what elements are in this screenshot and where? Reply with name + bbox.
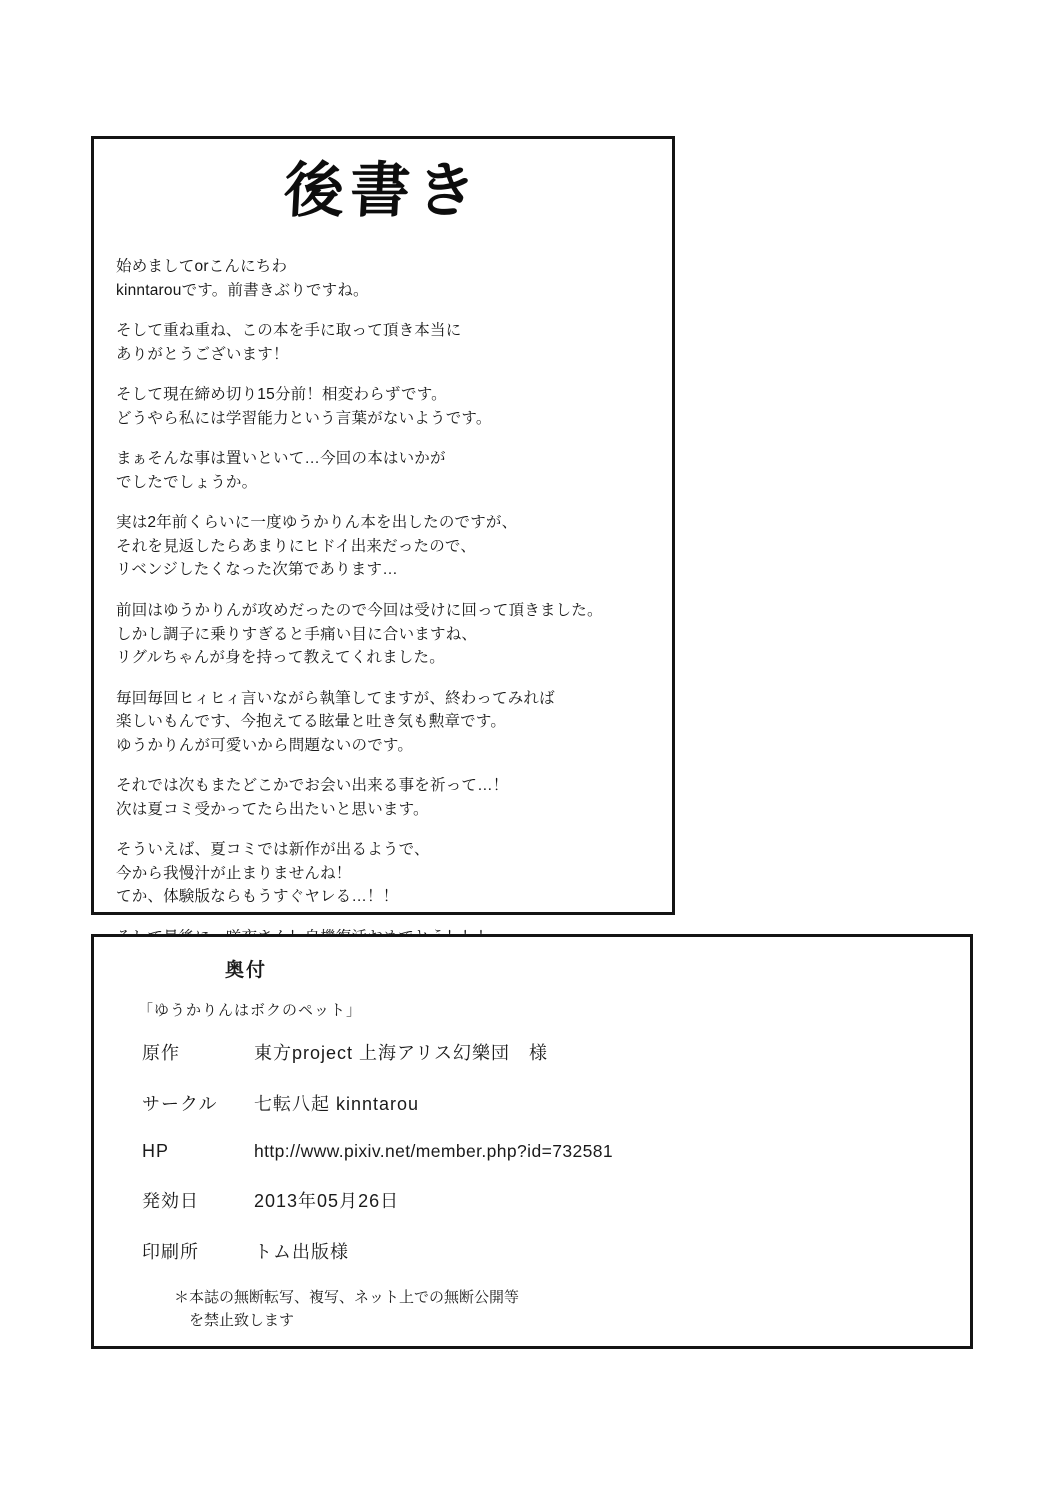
colophon-value-url[interactable]: http://www.pixiv.net/member.php?id=732581 [254,1141,613,1161]
afterword-line: てか、体験版ならもうすぐヤレる…！！ [116,888,399,906]
copyright-notice-line: を禁止致します [174,1311,295,1329]
afterword-line: それでは次もまたどこかでお会い出来る事を祈って…！ [116,777,509,795]
afterword-line: 前回はゆうかりんが攻めだったので今回は受けに回って頂きました。 [116,602,603,620]
colophon-panel [91,934,973,1349]
afterword-paragraph [116,687,656,758]
afterword-panel [91,136,675,915]
afterword-line: しかし調子に乗りすぎると手痛い目に合いますね、 [116,625,478,643]
colophon-value: 七転八起 kinntarou [254,1094,420,1114]
colophon-rows [142,1039,942,1289]
afterword-paragraph [116,319,656,366]
afterword-line: そういえば、夏コミでは新作が出るようで、 [116,841,430,859]
afterword-paragraph [116,447,656,494]
afterword-line: 楽しいもんです、今抱えてる眩暈と吐き気も勲章です。 [116,713,507,731]
afterword-line: 今から我慢汁が止まりませんね！ [116,864,352,882]
colophon-label: 印刷所 [142,1242,199,1262]
afterword-line: まぁそんな事は置いといて…今回の本はいかが [116,450,446,468]
copyright-notice-line: ＊本誌の無断転写、複写、ネット上での無断公開等 [174,1289,520,1306]
colophon-label: サークル [142,1094,218,1114]
colophon-label: 発効日 [142,1191,199,1211]
colophon-row-circle [142,1090,942,1116]
afterword-paragraph [116,774,656,821]
afterword-body [116,255,656,950]
afterword-paragraph [116,383,656,430]
afterword-line: どうやら私には学習能力という言葉がないようです。 [116,409,492,427]
afterword-line: ありがとうございます！ [116,345,289,363]
afterword-line: でしたでしょうか。 [116,473,258,491]
afterword-line: 実は2年前くらいに一度ゆうかりん本を出したのですが、 [116,514,518,532]
colophon-row-printer [142,1238,942,1264]
colophon-row-hp [142,1141,942,1162]
afterword-paragraph [116,511,656,582]
afterword-line: 毎回毎回ヒィヒィ言いながら執筆してますが、終わってみれば [116,689,555,707]
afterword-line: そして重ね重ね、この本を手に取って頂き本当に [116,322,462,340]
afterword-paragraph [116,255,656,302]
afterword-line: ゆうかりんが可愛いから問題ないのです。 [116,736,414,754]
colophon-value: 2013年05月26日 [254,1191,400,1211]
afterword-line: kinntarouです。前書きぶりですね。 [116,281,369,299]
copyright-notice [174,1287,519,1332]
colophon-row-original [142,1039,942,1065]
colophon-work-title: 「ゆうかりんはボクのペット」 [138,1002,363,1019]
afterword-line: 次は夏コミ受かってたら出たいと思います。 [116,800,429,818]
afterword-title: 後書き [282,156,484,226]
afterword-paragraph [116,838,656,909]
colophon-value: 東方project 上海アリス幻樂団 様 [254,1043,548,1063]
afterword-line: リベンジしたくなった次第であります… [116,561,398,579]
colophon-value: トム出版様 [254,1242,349,1262]
colophon-label: 原作 [142,1043,180,1063]
colophon-heading: 奥付 [225,960,268,981]
afterword-line: リグルちゃんが身を持って教えてくれました。 [116,649,445,667]
afterword-line: そして現在締め切り15分前！相変わらずです。 [116,386,447,404]
colophon-row-date [142,1187,942,1213]
afterword-line: それを見返したらあまりにヒドイ出来だったので、 [116,537,477,555]
colophon-label: HP [142,1141,170,1161]
afterword-paragraph [116,599,656,670]
afterword-line: 始めましてorこんにちわ [116,258,288,275]
